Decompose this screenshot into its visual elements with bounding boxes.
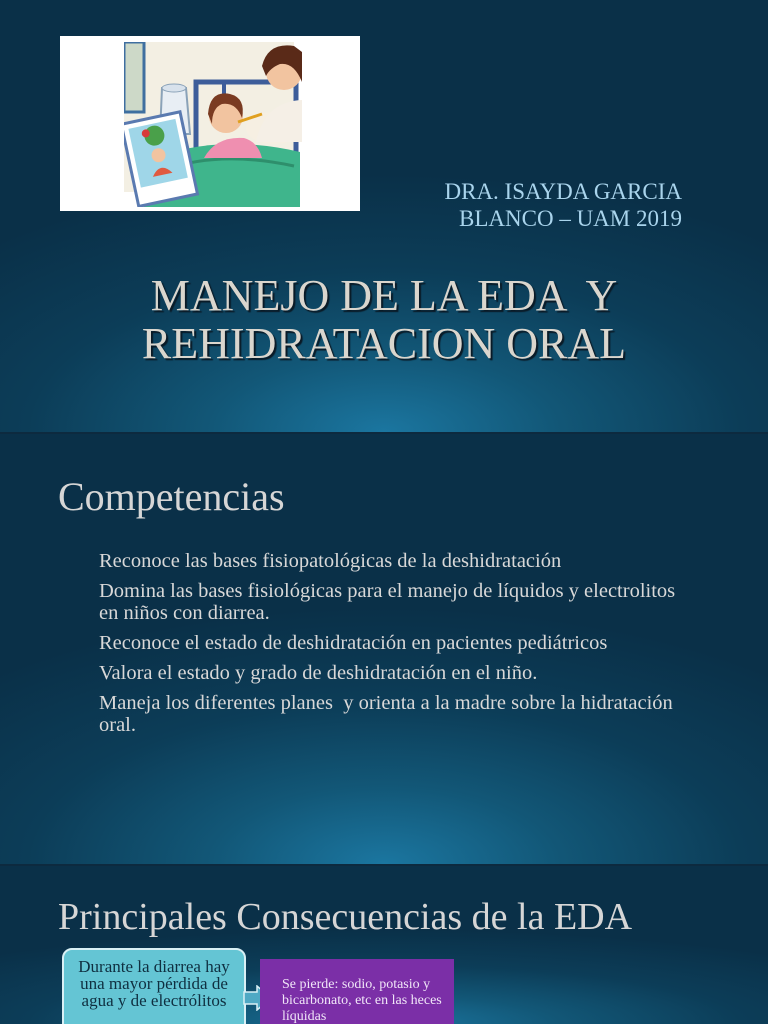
competencias-list: [99, 550, 679, 744]
list-item: Domina las bases fisiológicas para el manejo de líquidos y electrolitos en niños con diarrea.: [99, 580, 676, 624]
author-line-2: BLANCO – UAM 2019: [459, 206, 682, 231]
list-item: Reconoce las bases fisiopatológicas de la deshidratación: [99, 550, 562, 572]
electrolyte-loss-box: Se pierde: sodio, potasio y bicarbonato, etc en las heces líquidas: [260, 959, 454, 1024]
author-credit: [445, 178, 683, 232]
sick-child-image: [124, 42, 304, 207]
slide-heading: Principales Consecuencias de la EDA: [58, 896, 633, 938]
slide-competencias: [0, 434, 768, 864]
slide-heading: Competencias: [58, 474, 285, 519]
diarrhea-loss-box: Durante la diarrea hay una mayor pérdida de agua y de electrólitos: [62, 948, 246, 1024]
title-line-2: REHIDRATACION ORAL: [141, 319, 627, 368]
title-line-1: MANEJO DE LA EDA Y: [150, 271, 618, 320]
slide-consecuencias: [0, 866, 768, 1024]
list-item: Reconoce el estado de deshidratación en pacientes pediátricos: [99, 632, 608, 654]
list-item: Maneja los diferentes planes y orienta a la madre sobre la hidratación oral.: [99, 692, 678, 736]
list-item: Valora el estado y grado de deshidratación en el niño.: [99, 662, 538, 684]
presentation-title: [0, 272, 768, 368]
sick-child-illustration: [60, 36, 360, 211]
slide-title: [0, 0, 768, 432]
author-line-1: DRA. ISAYDA GARCIA: [444, 179, 682, 204]
